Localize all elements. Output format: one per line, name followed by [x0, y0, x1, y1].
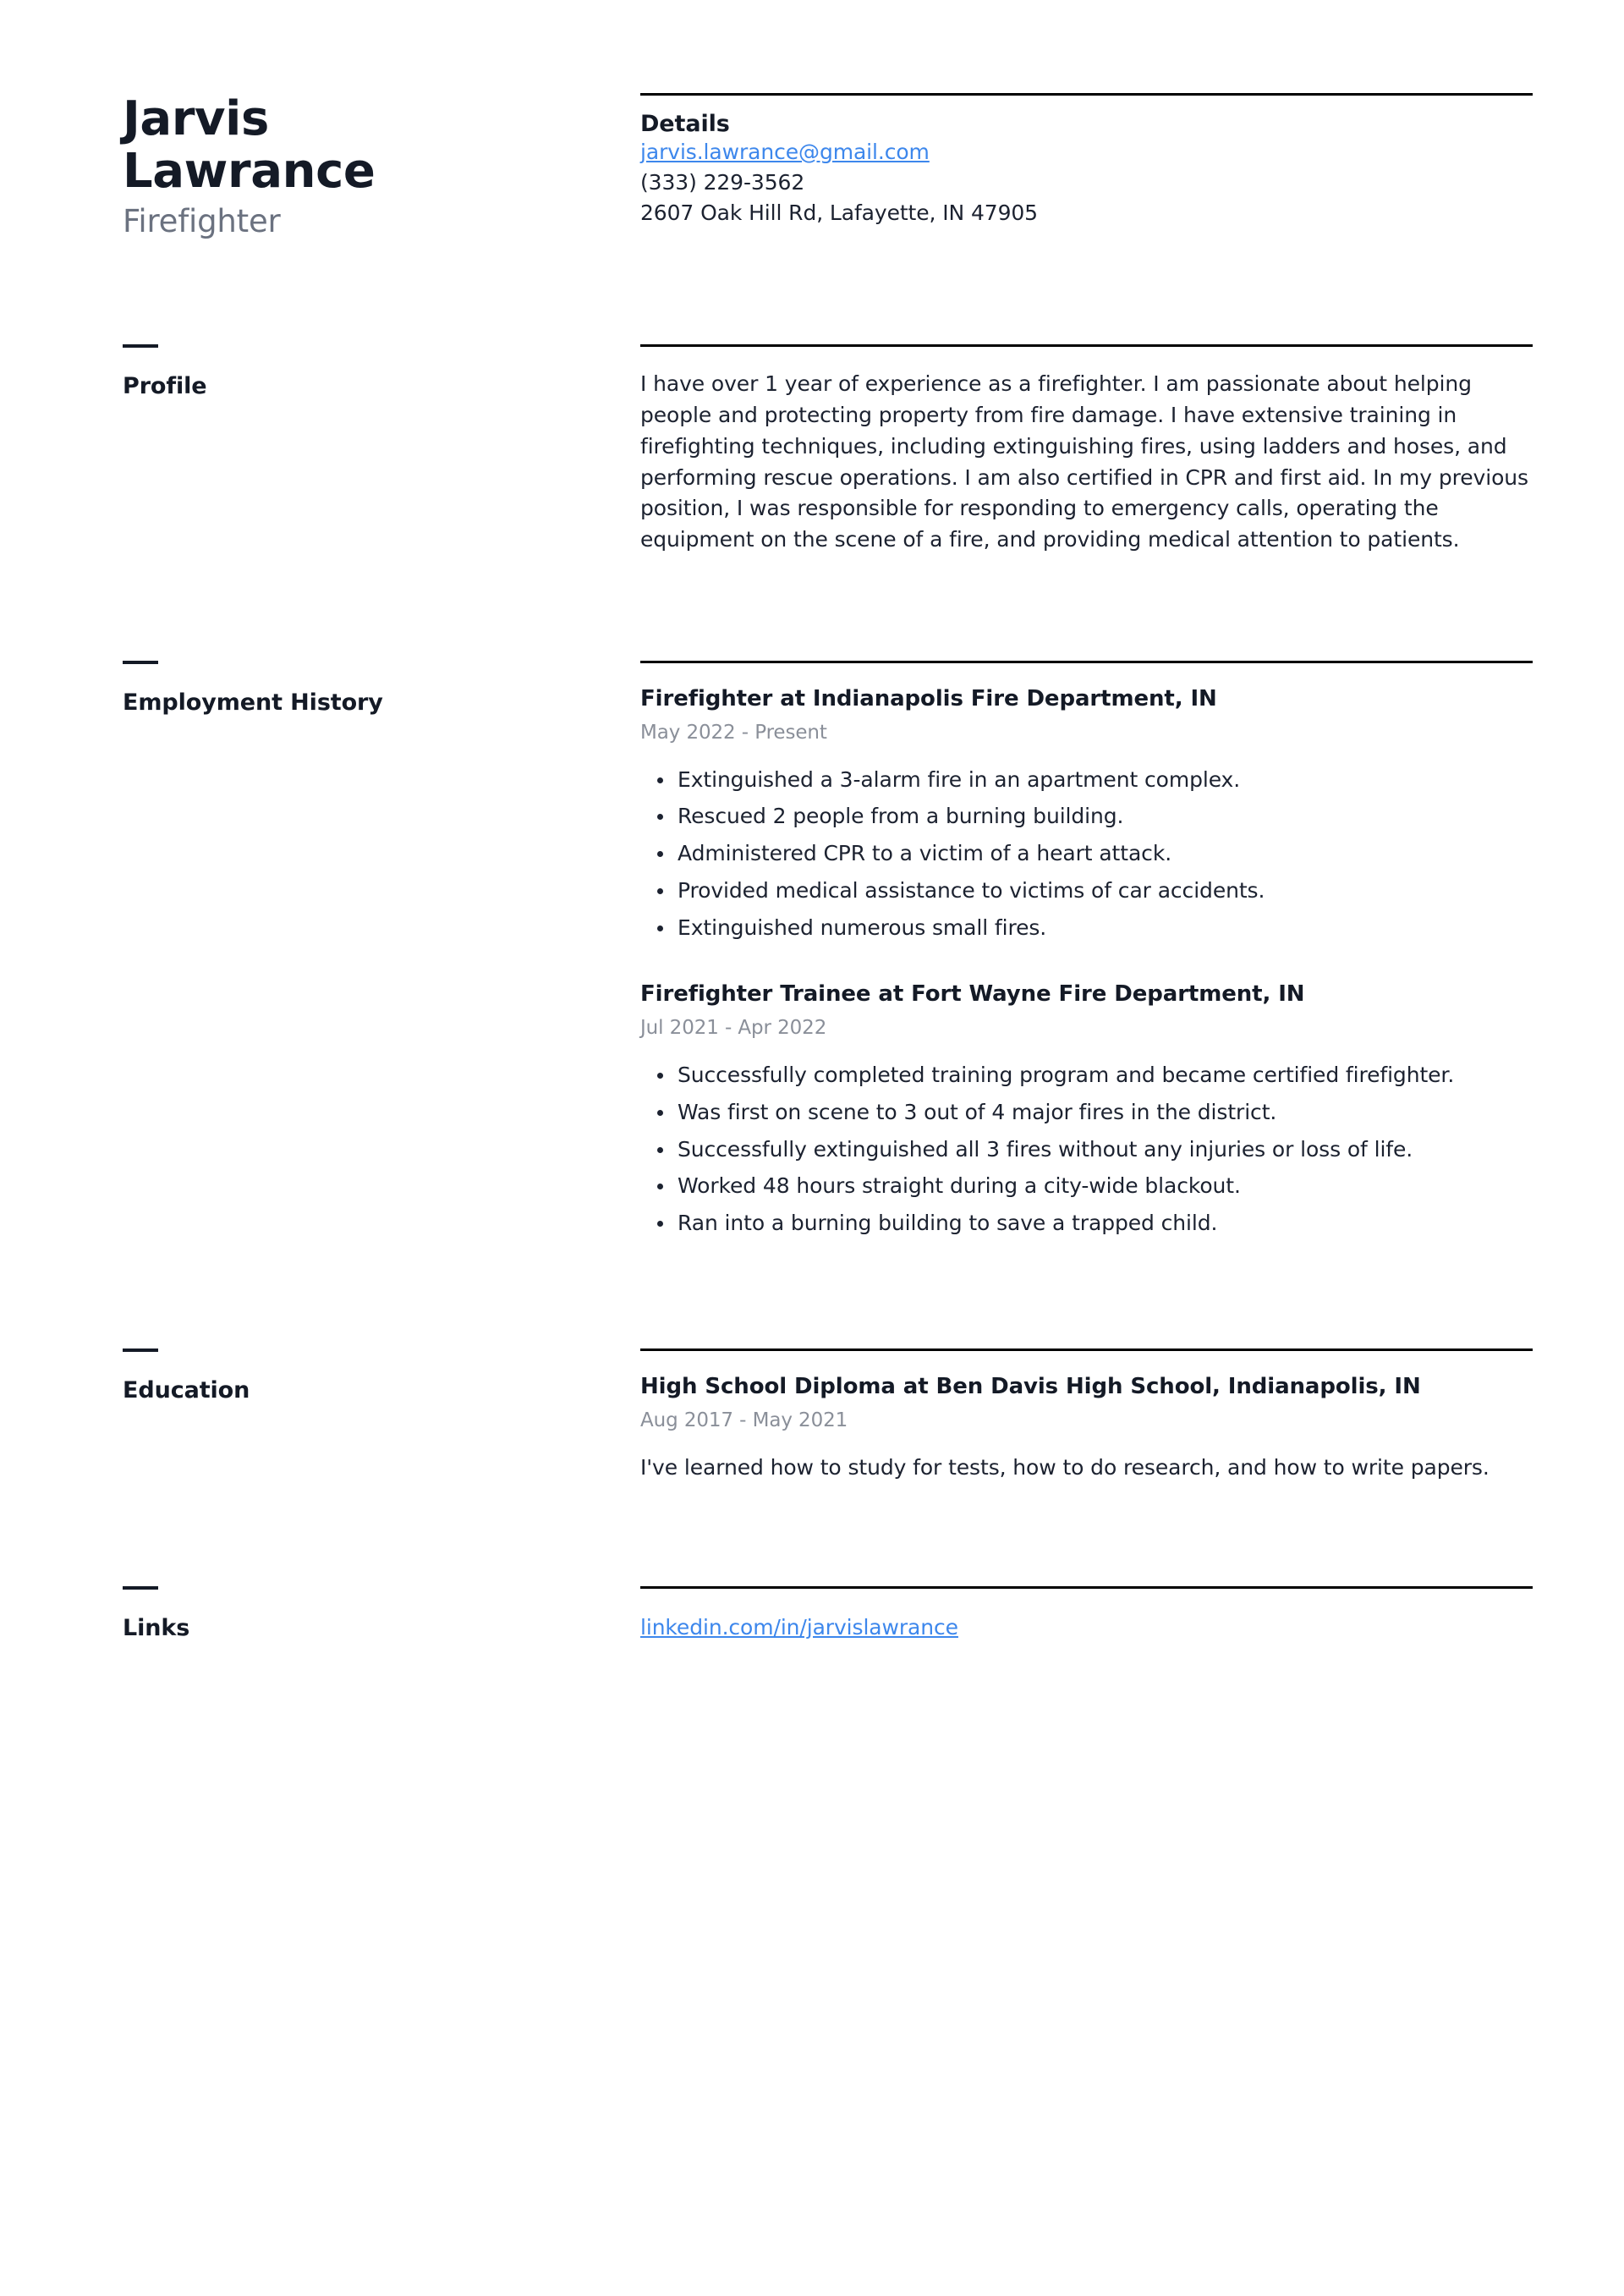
education-section: [640, 1348, 1533, 1483]
spacer-emp-body: [640, 1245, 1533, 1348]
spacer-edu-body: [640, 1483, 1533, 1586]
entry-description: I've learned how to study for tests, how to do research, and how to write papers.: [640, 1454, 1490, 1480]
profile-label: Profile: [123, 373, 207, 400]
entry-bullets: [640, 1060, 1533, 1239]
email-line: [640, 137, 1533, 168]
sidebar-item-profile: [123, 344, 640, 556]
list-item: Worked 48 hours straight during a city-wide blackout.: [678, 1171, 1533, 1202]
linkedin-link[interactable]: linkedin.com/in/jarvislawrance: [640, 1615, 958, 1640]
dash-icon: [123, 1586, 158, 1590]
links-section: [640, 1586, 1533, 1643]
education-entry: [640, 1373, 1533, 1483]
links-label: Links: [123, 1615, 190, 1642]
list-item: Was first on scene to 3 out of 4 major fires in the district.: [678, 1097, 1533, 1129]
profile-section: [640, 344, 1533, 556]
last-name: Lawrance: [123, 143, 376, 199]
sidebar-item-employment-history: [123, 661, 640, 1245]
list-item: Administered CPR to a victim of a heart attack.: [678, 838, 1533, 870]
first-name: Jarvis: [123, 91, 269, 146]
entry-title: Firefighter at Indianapolis Fire Department, IN: [640, 685, 1217, 711]
dash-icon: [123, 1348, 158, 1352]
section-divider: [640, 1348, 1533, 1351]
spacer-edu-rail: [123, 1483, 640, 1586]
email-link[interactable]: jarvis.lawrance@gmail.com: [640, 140, 930, 164]
section-divider: [640, 1586, 1533, 1589]
phone-line: (333) 229-3562: [640, 170, 805, 195]
section-divider: [640, 661, 1533, 663]
link-line: [640, 1612, 1533, 1643]
spacer-header-body: [640, 241, 1533, 344]
entry-date: Aug 2017 - May 2021: [640, 1409, 848, 1431]
employment-label: Employment History: [123, 689, 383, 716]
list-item: Ran into a burning building to save a trapped child.: [678, 1208, 1533, 1239]
sidebar-item-education: [123, 1348, 640, 1483]
entry-date: May 2022 - Present: [640, 721, 827, 744]
list-item: Successfully completed training program and became certified firefighter.: [678, 1060, 1533, 1091]
dash-icon: [123, 344, 158, 348]
details-heading: Details: [640, 111, 730, 137]
address-line: 2607 Oak Hill Rd, Lafayette, IN 47905: [640, 200, 1038, 225]
profile-text: I have over 1 year of experience as a firefighter. I am passionate about helping people and protecting property from fire damage. I have extensive training in firefighting techniques, including extinguishing fires, using ladders and hoses, and performing rescue operations. I am also certified in CPR and first aid. In my previous position, I was responsible for responding to emergency calls, operating the equipment on the scene of a fire, and providing medical attention to patients.: [640, 371, 1528, 552]
dash-icon: [123, 661, 158, 664]
list-item: Extinguished a 3-alarm fire in an apartment complex.: [678, 765, 1533, 796]
list-item: Provided medical assistance to victims of car accidents.: [678, 876, 1533, 907]
list-item: Extinguished numerous small fires.: [678, 913, 1533, 944]
employment-entry: [640, 980, 1533, 1239]
sidebar-item-links: [123, 1586, 640, 1643]
section-divider: [640, 344, 1533, 347]
entry-bullets: [640, 765, 1533, 944]
list-item: Successfully extinguished all 3 fires without any injuries or loss of life.: [678, 1134, 1533, 1166]
section-divider: [640, 93, 1533, 96]
job-title: Firefighter: [123, 203, 281, 240]
spacer-header-rail: [123, 241, 640, 344]
entry-title: High School Diploma at Ben Davis High School, Indianapolis, IN: [640, 1373, 1421, 1399]
resume-layout: [123, 93, 1535, 1643]
education-label: Education: [123, 1376, 250, 1403]
entry-title: Firefighter Trainee at Fort Wayne Fire Department, IN: [640, 981, 1305, 1008]
spacer-profile-body: [640, 556, 1533, 661]
entry-date: Jul 2021 - Apr 2022: [640, 1017, 827, 1040]
details-section: [640, 93, 1533, 241]
spacer-profile-rail: [123, 556, 640, 661]
employment-entry: [640, 685, 1533, 943]
spacer-emp-rail: [123, 1245, 640, 1348]
list-item: Rescued 2 people from a burning building.: [678, 801, 1533, 832]
employment-section: [640, 661, 1533, 1245]
name-block: [123, 93, 640, 241]
